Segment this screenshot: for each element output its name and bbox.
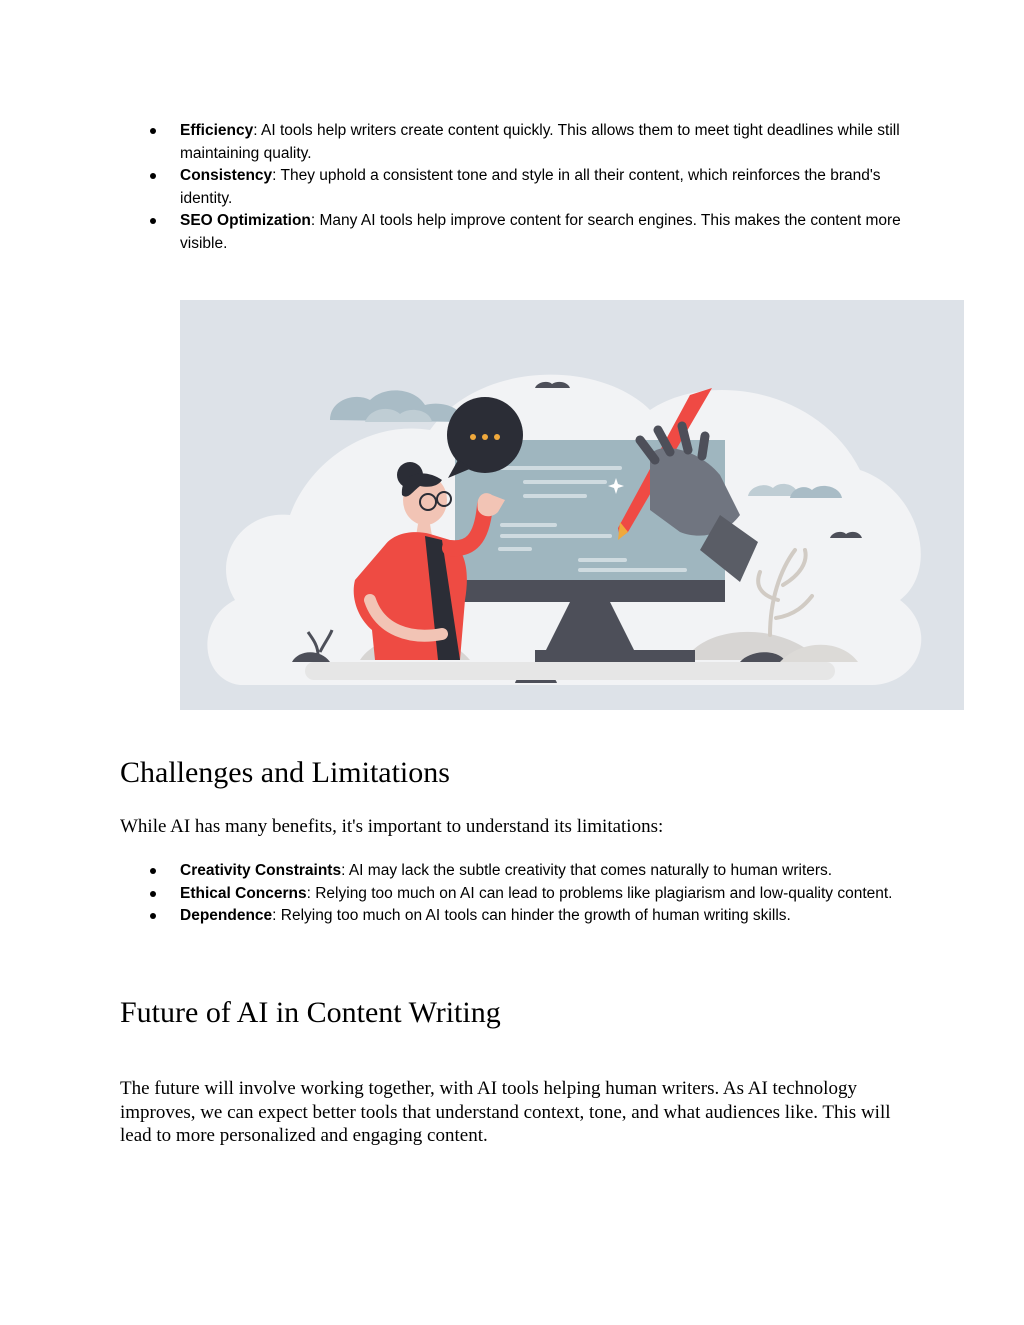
list-item <box>180 210 910 255</box>
list-item <box>180 883 910 906</box>
bullet-text: : AI may lack the subtle creativity that comes naturally to human writers. <box>341 862 833 879</box>
bullet-text: : Many AI tools help improve content for search engines. This makes the content more visible. <box>180 212 901 252</box>
bullet-term: Efficiency <box>180 122 254 139</box>
future-paragraph: The future will involve working together, with AI tools helping human writers. As AI technology improves, we can expect better tools that understand context, tone, and what audiences like. This will lead to more personalized and engaging content. <box>120 1078 891 1146</box>
bullet-term: Dependence <box>180 907 273 924</box>
list-item <box>180 860 910 883</box>
monitor-base <box>535 650 695 662</box>
bullet-text: : AI tools help writers create content quickly. This allows them to meet tight deadlines while still maintaining quality. <box>180 122 900 162</box>
bullet-text: : They uphold a consistent tone and style in all their content, which reinforces the brand's identity. <box>180 167 881 207</box>
list-item <box>180 905 910 928</box>
challenges-heading: Challenges and Limitations <box>120 756 450 789</box>
monitor-bezel <box>455 580 725 602</box>
bullet-text: : Relying too much on AI tools can hinder the growth of human writing skills. <box>272 907 791 924</box>
ground-shadow <box>305 662 835 680</box>
bullet-term: Ethical Concerns <box>180 884 307 902</box>
bullet-term: Creativity Constraints <box>180 862 342 879</box>
limitations-list <box>180 860 910 928</box>
ai-writing-illustration <box>180 300 964 710</box>
bullet-text: : Relying too much on AI can lead to problems like plagiarism and low-quality content. <box>306 884 893 902</box>
bullet-term: SEO Optimization <box>180 212 311 229</box>
challenges-intro: While AI has many benefits, it's important to understand its limitations: <box>120 816 664 837</box>
list-item <box>180 165 910 210</box>
future-heading: Future of AI in Content Writing <box>120 996 501 1029</box>
benefits-list <box>180 120 910 255</box>
bullet-term: Consistency <box>180 167 273 184</box>
list-item <box>180 120 910 165</box>
